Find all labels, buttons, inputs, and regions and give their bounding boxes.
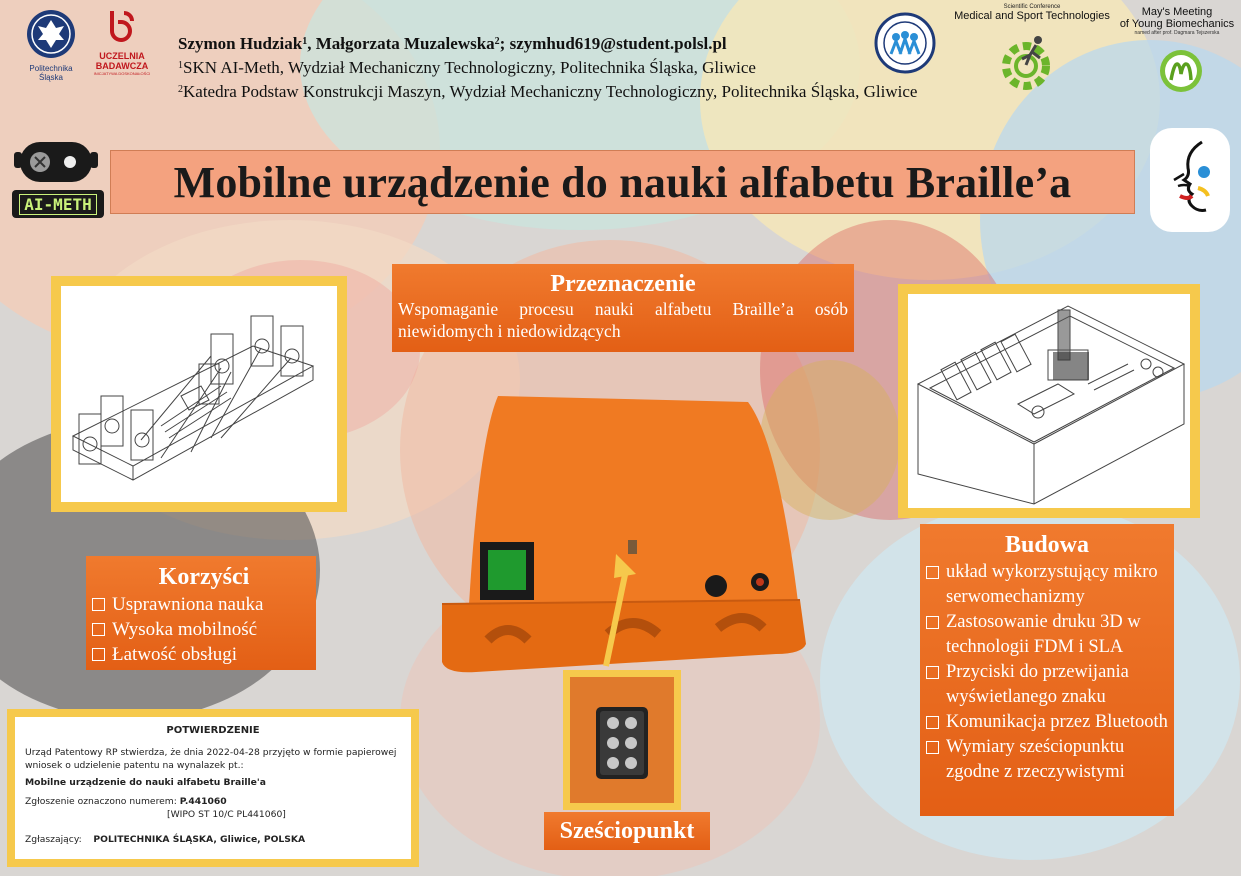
checkbox-icon: [926, 566, 939, 579]
uczelnia-text-2: BADAWCZA: [95, 60, 149, 71]
checkbox-icon: [926, 741, 939, 754]
list-item: [926, 660, 1168, 710]
face-profile-icon: [1150, 128, 1230, 232]
list-item-text: Komunikacja przez Bluetooth: [946, 712, 1168, 732]
affiliation-1-sup: 1: [178, 60, 183, 71]
gear-runner-icon: [998, 32, 1058, 94]
przeznaczenie-text: Wspomaganie procesu nauki alfabetu Braille’a osób niewidomych i niedowidzących: [398, 299, 848, 341]
checkbox-icon: [92, 648, 105, 661]
patent-number: P.441060: [179, 796, 227, 807]
mays-subtext: named after prof. Dagmara Tejszerska: [1134, 30, 1220, 36]
uczelnia-subtext: INICJATYWA DOSKONAŁOŚCI: [93, 70, 151, 76]
mays-meeting-logo: [1118, 6, 1236, 98]
checkbox-icon: [926, 616, 939, 629]
uczelnia-text-1: UCZELNIA: [99, 50, 145, 61]
patent-number-label: Zgłoszenie oznaczono numerem:: [25, 796, 177, 807]
polsl-logo: [20, 4, 82, 86]
poster-title: Mobilne urządzenie do nauki alfabetu Braille’a: [173, 157, 1072, 207]
uczelnia-badawcza-logo: [92, 2, 152, 82]
arrow-up-icon: [596, 548, 640, 668]
list-item: [92, 592, 316, 617]
checkbox-icon: [926, 716, 939, 729]
budowa-heading: Budowa: [1004, 532, 1090, 558]
korzysci-heading: Korzyści: [158, 564, 250, 590]
affiliation-2-text: Katedra Podstaw Konstrukcji Maszyn, Wydział Mechaniczny Technologiczny, Politechnika Śląska, Gliwice: [183, 82, 918, 101]
list-item-text: Łatwość obsługi: [112, 644, 238, 665]
list-item-text: Zastosowanie druku 3D w technologii FDM i SLA: [946, 612, 1141, 657]
m-leaf-icon: [1158, 48, 1204, 94]
affiliation-2: [178, 80, 917, 104]
conference-name: Medical and Sport Technologies: [954, 10, 1110, 22]
enclosure-cad-image: [898, 284, 1200, 518]
szesciopunkt-label: Sześciopunkt: [559, 817, 695, 844]
przeznaczenie-heading: Przeznaczenie: [550, 271, 696, 297]
korzysci-box: [86, 556, 316, 670]
author-2-sup: 2: [494, 36, 500, 47]
mays-line-2: of Young Biomechanics: [1119, 18, 1235, 30]
ai-meth-logo: [8, 134, 104, 222]
przeznaczenie-box: [392, 264, 854, 352]
budowa-box: [920, 524, 1174, 816]
servo-mechanism-drawing: [61, 286, 337, 502]
conference-small-text: Scientific Conference: [1003, 4, 1061, 10]
author-2: , Małgorzata Muzalewska: [307, 34, 495, 53]
mechanism-cad-image: [51, 276, 347, 512]
braille-cell-image: [570, 677, 674, 803]
author-1-sup: 1: [302, 36, 308, 47]
checkbox-icon: [92, 623, 105, 636]
conference-logo: [952, 4, 1112, 96]
patent-wipo: [WIPO ST 10/C PL441060]: [167, 809, 286, 820]
eagle-icon: [25, 8, 77, 60]
checkbox-icon: [92, 598, 105, 611]
society-logo: [872, 10, 938, 76]
poster-title-box: [110, 150, 1135, 214]
mays-line-1: May's Meeting: [1141, 6, 1213, 18]
patent-confirmation: [7, 709, 419, 867]
list-item: [92, 642, 316, 667]
list-item: [926, 735, 1168, 785]
affiliation-1: [178, 56, 917, 80]
authors-line: [178, 32, 917, 56]
ai-meth-text: AI-METH: [19, 194, 96, 215]
affiliation-1-text: SKN AI-Meth, Wydział Mechaniczny Technologiczny, Politechnika Śląska, Gliwice: [183, 58, 756, 77]
list-item-text: Wysoka mobilność: [112, 619, 258, 640]
list-item: [926, 560, 1168, 610]
checkbox-icon: [926, 666, 939, 679]
robot-icon: [8, 134, 104, 190]
patent-heading: POTWIERDZENIE: [166, 725, 260, 736]
list-item-text: Usprawniona nauka: [112, 594, 264, 615]
people-icon: [874, 12, 936, 74]
list-item: [926, 610, 1168, 660]
patent-statement: Urząd Patentowy RP stwierdza, że dnia 2022-04-28 przyjęto w formie papierowej wniosek o udzielenie patentu na wynalazek pt.:: [25, 747, 397, 771]
authors-block: [178, 32, 917, 104]
face-logo: [1150, 128, 1230, 232]
polsl-logo-text: Politechnika Śląska: [29, 64, 73, 82]
korzysci-list: [92, 592, 316, 667]
patent-invention: Mobilne urządzenie do nauki alfabetu Braille'a: [25, 777, 266, 788]
author-email: ; szymhud619@student.polsl.pl: [499, 34, 727, 53]
list-item: [926, 710, 1168, 735]
list-item-text: układ wykorzystujący mikro serwomechanizmy: [946, 562, 1158, 607]
affiliation-2-sup: 2: [178, 84, 183, 95]
uczelnia-mark-icon: [102, 9, 142, 51]
list-item: [92, 617, 316, 642]
list-item-text: Przyciski do przewijania wyświetlanego znaku: [946, 662, 1129, 707]
list-item-text: Wymiary sześciopunktu zgodne z rzeczywistymi: [946, 737, 1125, 782]
author-1: Szymon Hudziak: [178, 34, 303, 53]
patent-applicant-label: Zgłaszający:: [25, 834, 82, 845]
enclosure-interior-drawing: [908, 294, 1190, 508]
six-dot-photo: [563, 670, 681, 810]
budowa-list: [926, 560, 1168, 785]
patent-applicant: POLITECHNIKA ŚLĄSKA, Gliwice, POLSKA: [93, 834, 306, 845]
szesciopunkt-label-box: [544, 812, 710, 850]
